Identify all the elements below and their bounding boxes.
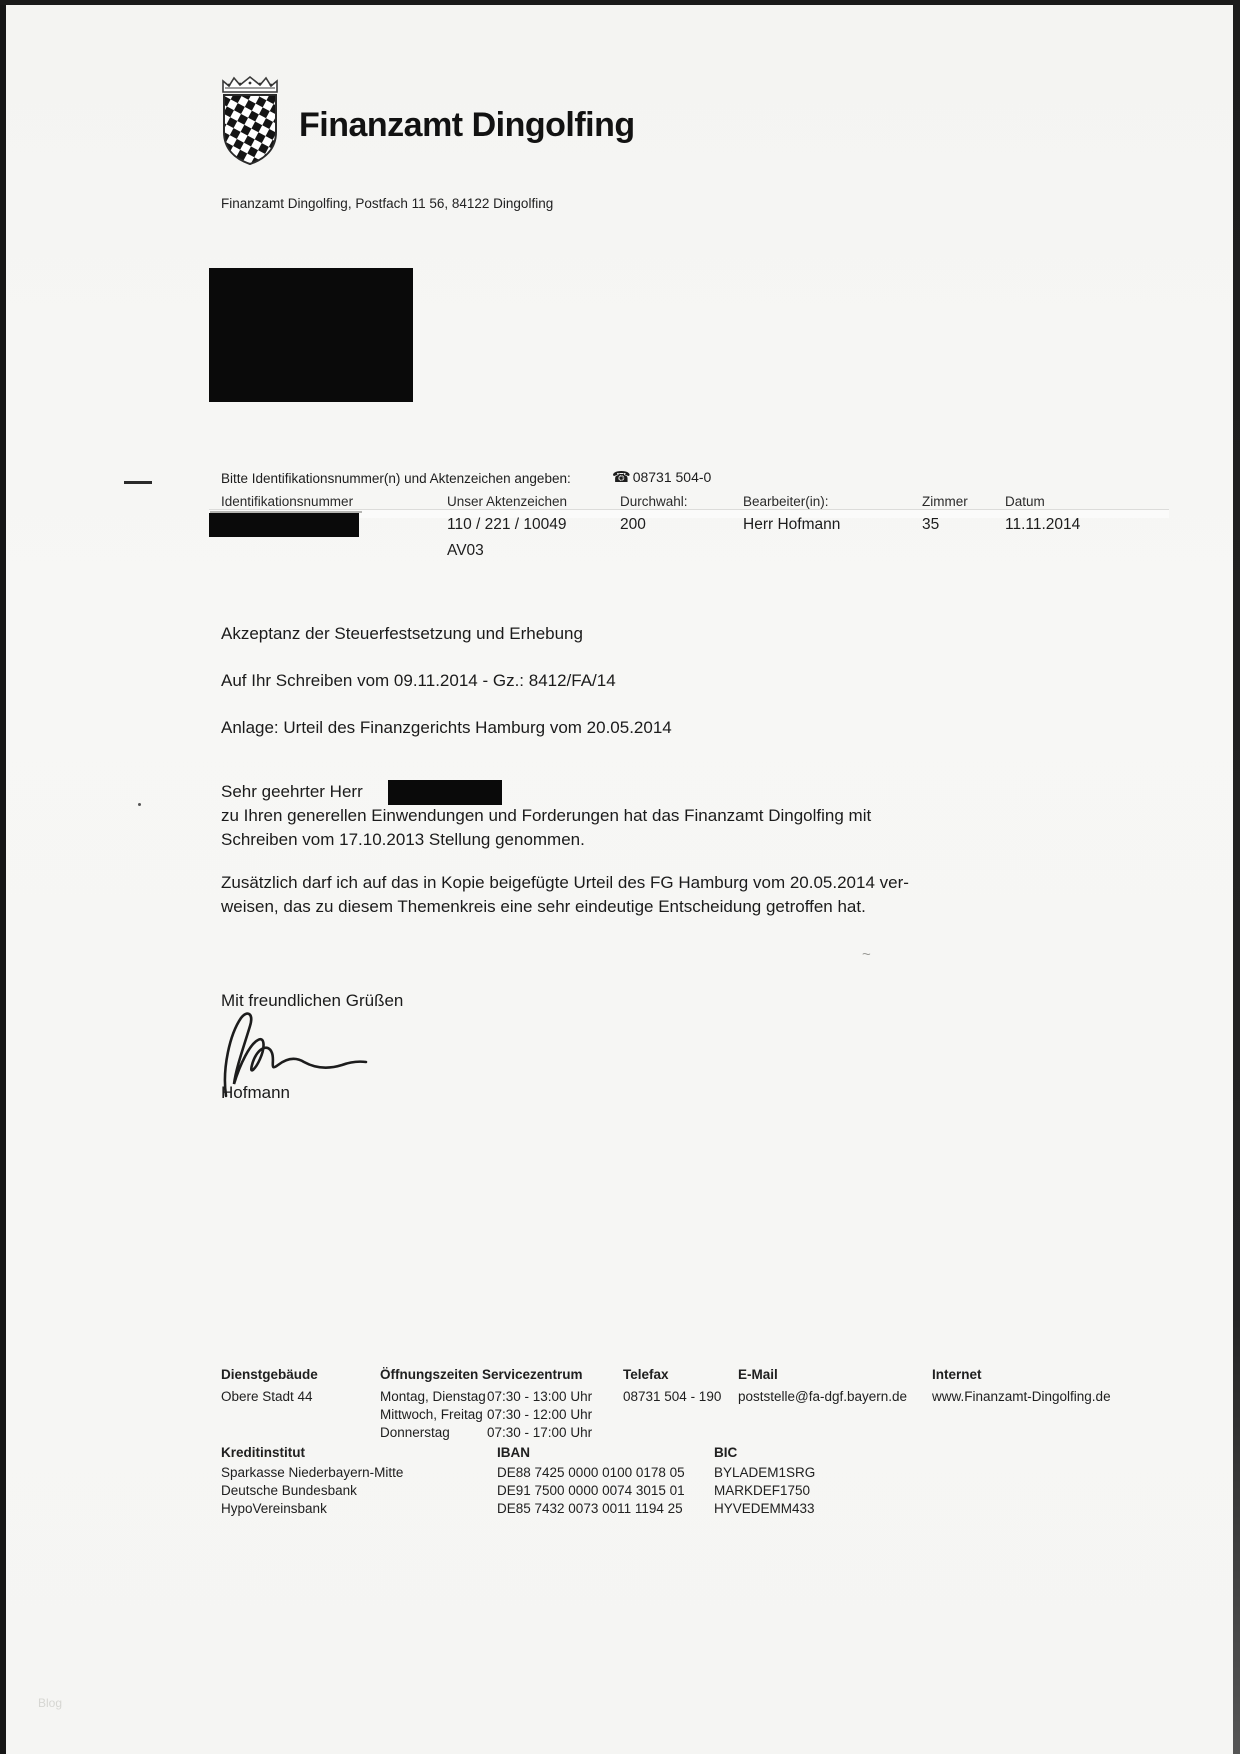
office-label: Dienstgebäude — [221, 1367, 318, 1382]
recipient-name-redaction — [388, 780, 502, 805]
hours-time: 07:30 - 17:00 Uhr — [487, 1425, 593, 1440]
fax-value: 08731 504 - 190 — [623, 1389, 722, 1404]
id-number-redaction — [209, 513, 359, 537]
hours-days: Montag, Dienstag — [380, 1389, 486, 1404]
sender-address-line: Finanzamt Dingolfing, Postfach 11 56, 84122 Dingolfing — [221, 196, 554, 211]
salutation-line: Sehr geehrter Herr — [221, 782, 363, 801]
bic-column-header: BIC — [714, 1445, 738, 1460]
hours-time: 07:30 - 13:00 Uhr — [487, 1389, 593, 1404]
scan-edge-right — [1233, 0, 1240, 1754]
phone-number: 08731 504-0 — [632, 469, 712, 485]
file-ref-value: 110 / 221 / 10049 — [447, 516, 567, 533]
hours-label: Öffnungszeiten Servicezentrum — [380, 1367, 583, 1382]
extension-label: Durchwahl: — [620, 494, 688, 509]
bank-iban: DE91 7500 0000 0074 3015 01 — [497, 1483, 685, 1498]
agency-title: Finanzamt Dingolfing — [299, 106, 635, 144]
fold-mark — [124, 481, 152, 484]
scan-squiggle-artifact: ~ — [862, 946, 871, 963]
id-number-label: Identifikationsnummer — [221, 494, 354, 509]
scan-edge-top — [0, 0, 1240, 5]
bavaria-coat-of-arms-icon — [217, 74, 283, 168]
clerk-label: Bearbeiter(in): — [743, 494, 829, 509]
hours-time: 07:30 - 12:00 Uhr — [487, 1407, 593, 1422]
phone-icon: ☎ — [612, 469, 631, 486]
body-line: zu Ihren generellen Einwendungen und Forderungen hat das Finanzamt Dingolfing mit — [221, 806, 872, 825]
fax-label: Telefax — [623, 1367, 669, 1382]
body-line: Zusätzlich darf ich auf das in Kopie beigefügte Urteil des FG Hamburg vom 20.05.2014 ver- — [221, 873, 909, 892]
scan-dot-artifact — [138, 803, 141, 806]
hours-days: Donnerstag — [380, 1425, 450, 1440]
enclosure-line: Anlage: Urteil des Finanzgerichts Hamburg vom 20.05.2014 — [221, 718, 672, 737]
hours-days: Mittwoch, Freitag — [380, 1407, 483, 1422]
your-letter-reference-line: Auf Ihr Schreiben vom 09.11.2014 - Gz.: 8412/FA/14 — [221, 671, 616, 690]
reference-note: Bitte Identifikationsnummer(n) und Aktenzeichen angeben: — [221, 471, 571, 486]
office-value: Obere Stadt 44 — [221, 1389, 313, 1404]
room-label: Zimmer — [922, 494, 968, 509]
scan-edge-left — [0, 0, 6, 1754]
clerk-value: Herr Hofmann — [743, 516, 841, 533]
body-line: weisen, das zu diesem Themenkreis eine sehr eindeutige Entscheidung getroffen hat. — [221, 897, 866, 916]
bank-name: Sparkasse Niederbayern-Mitte — [221, 1465, 404, 1480]
iban-column-header: IBAN — [497, 1445, 530, 1460]
scan-corner-mark: Blog — [38, 1696, 63, 1710]
phone-line — [612, 468, 711, 486]
closing-line: Mit freundlichen Grüßen — [221, 991, 404, 1010]
bank-name: HypoVereinsbank — [221, 1501, 327, 1516]
date-label: Datum — [1005, 494, 1045, 509]
file-ref-value-2: AV03 — [447, 542, 484, 559]
bank-bic: MARKDEF1750 — [714, 1483, 811, 1498]
file-ref-label: Unser Aktenzeichen — [447, 494, 568, 509]
bank-column-header: Kreditinstitut — [221, 1445, 305, 1460]
bank-name: Deutsche Bundesbank — [221, 1483, 357, 1498]
recipient-address-redaction — [209, 268, 413, 402]
bank-bic: BYLADEM1SRG — [714, 1465, 816, 1480]
signer-name: Hofmann — [221, 1083, 290, 1102]
email-label: E-Mail — [738, 1367, 778, 1382]
date-value: 11.11.2014 — [1005, 516, 1081, 533]
bank-bic: HYVEDEMM433 — [714, 1501, 815, 1516]
subject-line: Akzeptanz der Steuerfestsetzung und Erhebung — [221, 624, 583, 643]
internet-value: www.Finanzamt-Dingolfing.de — [932, 1389, 1111, 1404]
bank-iban: DE88 7425 0000 0100 0178 05 — [497, 1465, 685, 1480]
room-value: 35 — [922, 516, 940, 533]
extension-value: 200 — [620, 516, 646, 533]
body-line: Schreiben vom 17.10.2013 Stellung genommen. — [221, 830, 585, 849]
internet-label: Internet — [932, 1367, 982, 1382]
email-value: poststelle@fa-dgf.bayern.de — [738, 1389, 908, 1404]
bank-iban: DE85 7432 0073 0011 1194 25 — [497, 1501, 683, 1516]
